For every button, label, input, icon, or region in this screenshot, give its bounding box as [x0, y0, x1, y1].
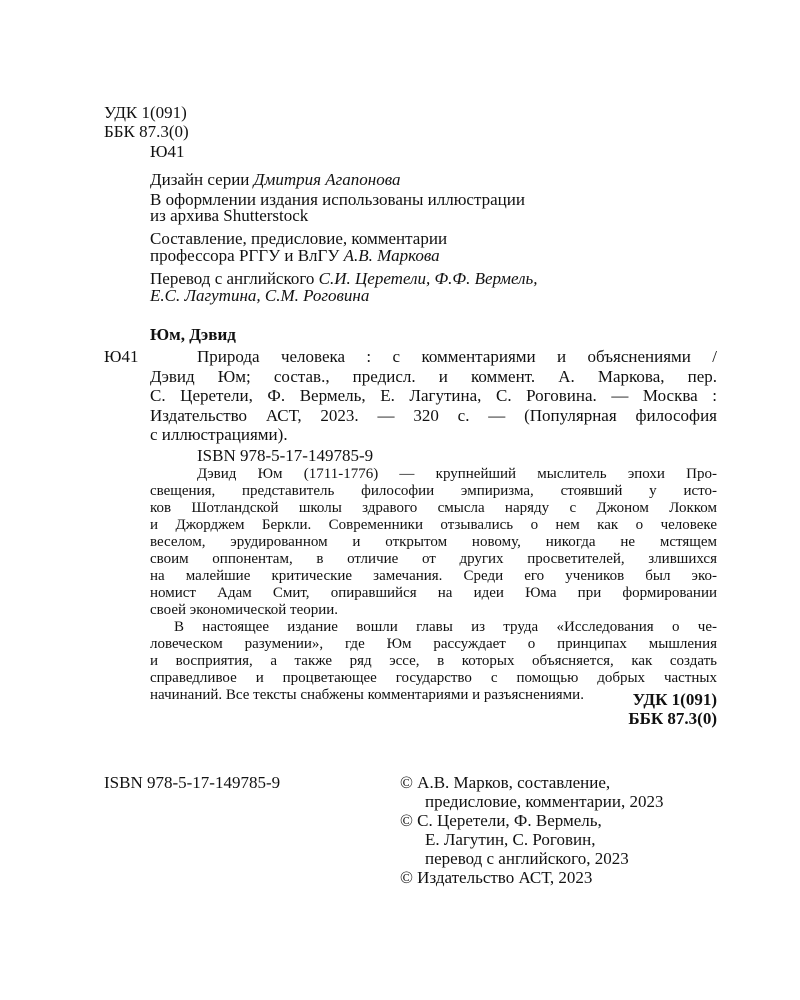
bib-author-mark: Ю41 [104, 347, 139, 366]
translation-prefix: Перевод с английского [150, 269, 315, 288]
annotation-p1-line: своим оппонентам, в отличие от других просветителей, злившихся [150, 551, 717, 567]
annotation-p2-line: В настоящее издание вошли главы из труда «Исследования о че- [174, 619, 717, 635]
bib-line-3: С. Церетели, Ф. Вермель, Е. Лагутина, С. Роговина. — Москва : [150, 386, 717, 405]
bib-line-4: Издательство АСТ, 2023. — 320 с. — (Популярная философия [150, 406, 717, 425]
footer-isbn: ISBN 978-5-17-149785-9 [104, 773, 281, 792]
designer-name: Дмитрия Агапонова [253, 170, 401, 189]
annotation-p1-line: на малейшие критические замечания. Среди его учеников был эко- [150, 568, 717, 584]
copyright-line: Е. Лагутин, С. Роговин, [425, 830, 596, 849]
annotation-p2-line: начинаний. Все тексты снабжены комментариями и разъяснениями. [150, 687, 584, 703]
annotation-p1-line: ков Шотландской школы здравого смысла наряду с Джоном Локком [150, 500, 717, 516]
translators-1: С.И. Церетели, Ф.Ф. Вермель, [318, 269, 538, 288]
annotation-p2-line: ловеческом разумении», где Юм рассуждает о принципах мышления [150, 636, 717, 652]
translators-2: Е.С. Лагутина, С.М. Роговина [150, 286, 370, 305]
illustrations-credit-2: из архива Shutterstock [150, 206, 309, 225]
annotation-p1-line: номист Адам Смит, опиравшийся на идеи Юма при формировании [150, 585, 717, 601]
annotation-p1-line: и Джорджем Беркли. Современники отзывались о нем как о человеке [150, 517, 717, 533]
compilation-prefix: профессора РГГУ и ВлГУ [150, 246, 340, 265]
annotation-p1-line: веселом, эрудированном и открытом новому, никогда не мстящем [150, 534, 717, 550]
bib-line-5: с иллюстрациями). [150, 425, 288, 444]
annotation-p1-line: свещения, представитель философии эмпиризма, стоявший у исто- [150, 483, 717, 499]
compiler-name: А.В. Маркова [343, 246, 440, 265]
copyright-line: © С. Церетели, Ф. Вермель, [400, 811, 602, 830]
udk-code: УДК 1(091) [104, 103, 187, 122]
copyright-line: перевод с английского, 2023 [425, 849, 629, 868]
bbk-code-bold: ББК 87.3(0) [628, 709, 717, 728]
bib-isbn: ISBN 978-5-17-149785-9 [197, 446, 374, 465]
bib-line-1: Природа человека : с комментариями и объяснениями / [197, 347, 717, 366]
illustrations-credit-1: В оформлении издания использованы иллюстрации [150, 190, 525, 209]
annotation-p1-line: Дэвид Юм (1711-1776) — крупнейший мыслитель эпохи Про- [197, 466, 717, 482]
bbk-code: ББК 87.3(0) [104, 122, 189, 141]
compilation-credit-1: Составление, предисловие, комментарии [150, 229, 448, 248]
copyright-line: © Издательство АСТ, 2023 [400, 868, 593, 887]
annotation-p2-line: и восприятия, а также ряд эссе, в которых объясняется, как создать [150, 653, 717, 669]
annotation-p1-line: своей экономической теории. [150, 602, 339, 618]
annotation-p2-line: справедливое и процветающее государство с помощью добрых частных [150, 670, 717, 686]
design-credit [150, 170, 400, 190]
udk-code-bold: УДК 1(091) [632, 690, 717, 709]
copyright-line: предисловие, комментарии, 2023 [425, 792, 664, 811]
copyright-line: © А.В. Марков, составление, [400, 773, 611, 792]
bib-line-2: Дэвид Юм; состав., предисл. и коммент. А. Маркова, пер. [150, 367, 717, 386]
compilation-credit-2 [150, 246, 440, 266]
design-prefix: Дизайн серии [150, 170, 250, 189]
author-mark: Ю41 [150, 142, 185, 161]
book-author: Юм, Дэвид [150, 325, 236, 344]
